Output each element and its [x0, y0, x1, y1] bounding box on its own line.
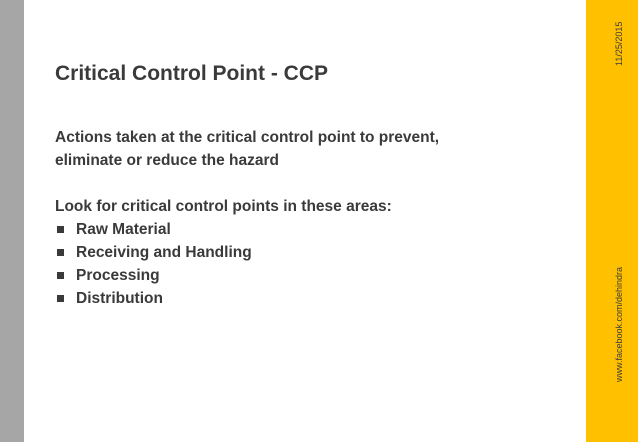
- list-item: [55, 218, 575, 241]
- list-item-label: Raw Material: [76, 221, 171, 238]
- square-bullet-icon: [57, 226, 64, 233]
- list-item-label: Receiving and Handling: [76, 244, 252, 261]
- description-line: eliminate or reduce the hazard: [55, 152, 279, 169]
- list-item: [55, 264, 575, 287]
- square-bullet-icon: [57, 272, 64, 279]
- square-bullet-icon: [57, 295, 64, 302]
- slide-body: [55, 126, 575, 310]
- slide-date: 11/25/2015: [614, 21, 624, 66]
- footer-url: www.facebook.com/dehindra: [614, 266, 624, 382]
- right-accent-bar: [586, 0, 638, 442]
- areas-list: [55, 218, 575, 310]
- list-item: [55, 241, 575, 264]
- areas-intro: Look for critical control points in these areas:: [55, 198, 392, 215]
- list-item-label: Processing: [76, 267, 160, 284]
- list-item-label: Distribution: [76, 290, 163, 307]
- list-item: [55, 287, 575, 310]
- square-bullet-icon: [57, 249, 64, 256]
- left-accent-bar: [0, 0, 24, 442]
- description-line: Actions taken at the critical control point to prevent,: [55, 129, 440, 146]
- spacer: [55, 172, 575, 195]
- slide-title: Critical Control Point - CCP: [55, 62, 328, 85]
